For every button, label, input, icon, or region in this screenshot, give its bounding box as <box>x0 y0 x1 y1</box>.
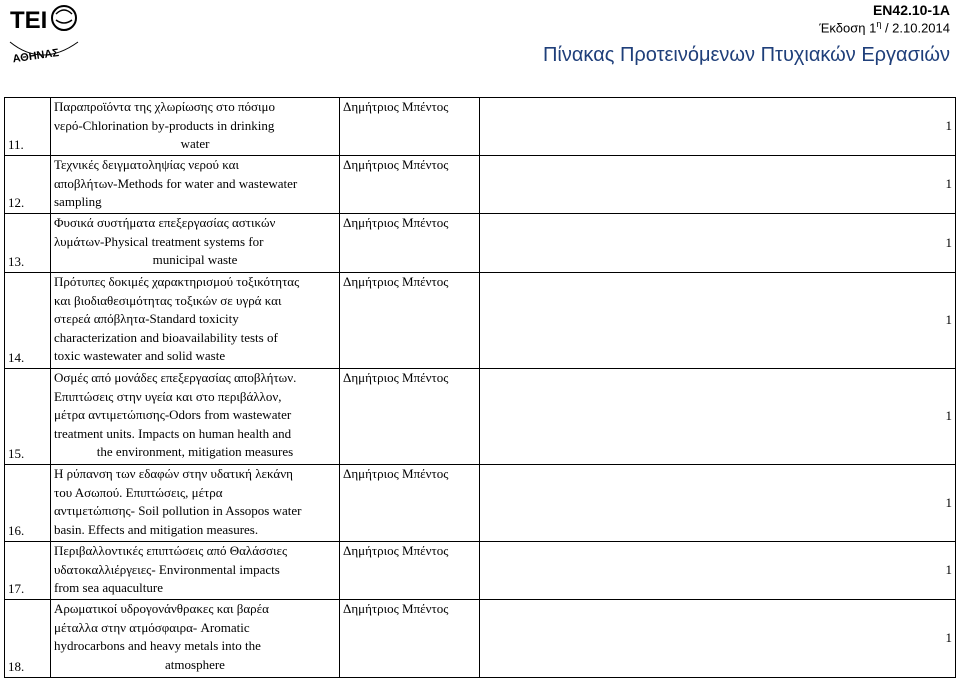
thesis-title <box>51 273 340 369</box>
title-line: basin. Effects and mitigation measures. <box>54 521 259 537</box>
title-line: Τεχνικές δειγματοληψίας νερού και <box>54 157 239 172</box>
thesis-title <box>51 465 340 542</box>
title-line: characterization and bioavailability tests of <box>54 329 278 345</box>
supervisor-name: Δημήτριος Μπέντος <box>340 542 480 600</box>
edition-info: Έκδοση $1^\eta / 2.10.2014$ <box>819 19 950 36</box>
table-row <box>5 214 956 273</box>
row-number: 17. <box>5 542 51 600</box>
teiath-logo <box>4 2 84 64</box>
title-line: αποβλήτων-Methods for water and wastewater <box>54 175 298 191</box>
title-line: from sea aquaculture <box>54 580 164 596</box>
title-line: Φυσικά συστήματα επεξεργασίας αστικών <box>54 215 276 230</box>
page-title: Πίνακας Προτεινόμενων Πτυχιακών Εργασιών <box>542 44 950 66</box>
student-count: 1 <box>480 369 956 465</box>
thesis-title <box>51 98 340 156</box>
student-count: 1 <box>480 98 956 156</box>
supervisor-name: Δημήτριος Μπέντος <box>340 600 480 678</box>
title-line: αντιμετώπισης- Soil pollution in Assopos water <box>54 503 302 519</box>
title-line: και βιοδιαθεσιμότητας τοξικών σε υγρά και <box>54 292 282 308</box>
table-row <box>5 465 956 542</box>
title-line: του Ασωπού. Επιπτώσεις, μέτρα <box>54 484 223 500</box>
svg-text:ΤΕΙ: ΤΕΙ <box>10 7 48 34</box>
title-line: the environment, mitigation measures <box>96 444 294 460</box>
student-count: 1 <box>480 156 956 214</box>
svg-text:ΑΘΗΝΑΣ: ΑΘΗΝΑΣ <box>11 46 60 64</box>
title-line: toxic wastewater and solid waste <box>54 348 226 364</box>
title-line: Επιπτώσεις στην υγεία και στο περιβάλλον, <box>54 388 282 404</box>
table-row <box>5 542 956 600</box>
student-count: 1 <box>480 600 956 678</box>
thesis-title <box>51 369 340 465</box>
document-code: EN42.10-1A <box>872 2 950 18</box>
thesis-title <box>51 214 340 273</box>
thesis-title <box>51 600 340 678</box>
title-line: νερό-Chlorination by-products in drinking <box>54 117 275 133</box>
table-row <box>5 273 956 369</box>
title-line: Παραπροϊόντα της χλωρίωσης στο πόσιμο <box>54 99 276 114</box>
thesis-title <box>51 156 340 214</box>
title-line: μέτρα αντιμετώπισης-Odors from wastewater <box>54 407 292 423</box>
row-number: 15. <box>5 369 51 465</box>
title-line: υδατοκαλλιέργειες- Environmental impacts <box>54 561 280 577</box>
title-line: λυμάτων-Physical treatment systems for <box>54 233 264 249</box>
title-line: hydrocarbons and heavy metals into the <box>54 638 261 654</box>
title-line: Περιβαλλοντικές επιπτώσεις από Θαλάσσιες <box>54 543 288 558</box>
title-line: atmosphere <box>165 656 225 672</box>
student-count: 1 <box>480 273 956 369</box>
supervisor-name: Δημήτριος Μπέντος <box>340 369 480 465</box>
title-line: Οσμές από μονάδες επεξεργασίας αποβλήτων. <box>54 370 297 385</box>
table-row <box>5 600 956 678</box>
table-row <box>5 156 956 214</box>
supervisor-name: Δημήτριος Μπέντος <box>340 214 480 273</box>
supervisor-name: Δημήτριος Μπέντος <box>340 273 480 369</box>
title-line: Αρωματικοί υδρογονάνθρακες και βαρέα <box>54 601 269 616</box>
title-line: Πρότυπες δοκιμές χαρακτηρισμού τοξικότητας <box>54 274 300 289</box>
title-line: Η ρύπανση των εδαφών στην υδατική λεκάνη <box>54 466 293 481</box>
title-line: treatment units. Impacts on human health and <box>54 425 292 441</box>
student-count: 1 <box>480 465 956 542</box>
supervisor-name: Δημήτριος Μπέντος <box>340 98 480 156</box>
row-number: 14. <box>5 273 51 369</box>
title-line: sampling <box>54 194 102 210</box>
thesis-table <box>4 97 956 678</box>
title-line: water <box>180 136 210 152</box>
supervisor-name: Δημήτριος Μπέντος <box>340 465 480 542</box>
row-number: 18. <box>5 600 51 678</box>
table-row <box>5 98 956 156</box>
row-number: 11. <box>5 98 51 156</box>
supervisor-name: Δημήτριος Μπέντος <box>340 156 480 214</box>
title-line: στερεά απόβλητα-Standard toxicity <box>54 311 239 327</box>
thesis-title <box>51 542 340 600</box>
row-number: 12. <box>5 156 51 214</box>
table-row <box>5 369 956 465</box>
title-line: μέταλλα στην ατμόσφαιρα- Aromatic <box>54 619 250 635</box>
row-number: 16. <box>5 465 51 542</box>
student-count: 1 <box>480 542 956 600</box>
title-line: municipal waste <box>152 252 238 268</box>
row-number: 13. <box>5 214 51 273</box>
student-count: 1 <box>480 214 956 273</box>
